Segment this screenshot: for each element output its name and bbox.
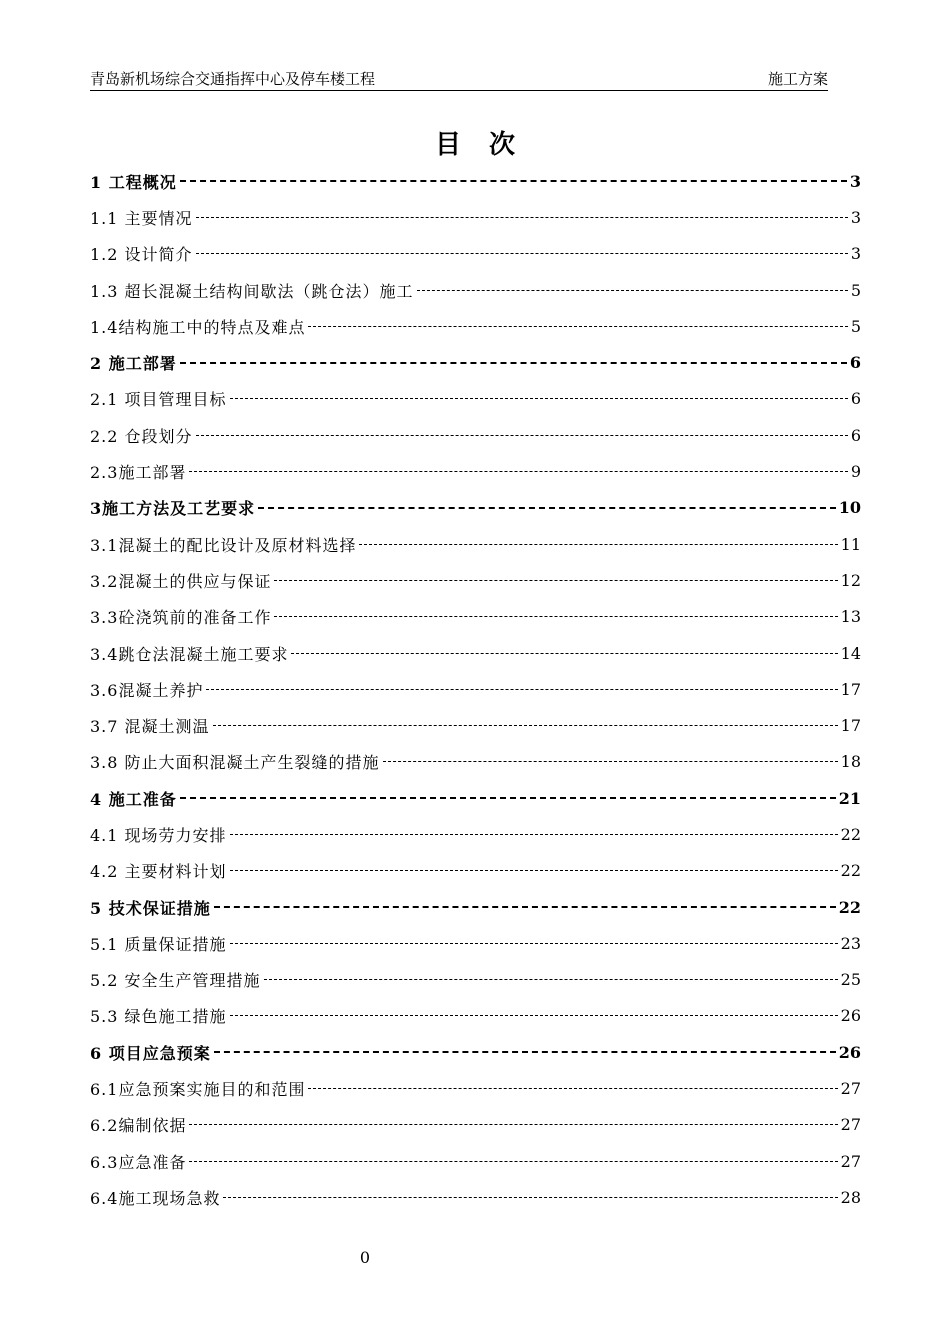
toc-entry-page: 22	[840, 824, 861, 844]
toc-entry-label: 4.2 主要材料计划	[90, 862, 227, 882]
page-header	[90, 66, 828, 91]
toc-section-entry[interactable]	[90, 308, 861, 344]
toc-entry-page: 6	[850, 389, 861, 409]
toc-entry-label: 3.2混凝土的供应与保证	[90, 571, 272, 591]
toc-entry-label: 6.3应急准备	[90, 1152, 187, 1172]
toc-entry-label: 3.7 混凝土测温	[90, 717, 210, 737]
toc-entry-page: 26	[838, 1042, 861, 1062]
toc-leader-line	[180, 180, 847, 182]
toc-leader-line	[213, 725, 838, 726]
toc-section-entry[interactable]	[90, 526, 861, 562]
toc-chapter-entry[interactable]	[90, 1034, 861, 1070]
toc-section-entry[interactable]	[90, 853, 861, 889]
toc-leader-line	[189, 1124, 837, 1125]
toc-section-entry[interactable]	[90, 1107, 861, 1143]
toc-entry-page: 23	[840, 933, 861, 953]
toc-chapter-entry[interactable]	[90, 490, 861, 526]
toc-section-entry[interactable]	[90, 272, 861, 308]
toc-leader-line	[230, 943, 838, 944]
toc-entry-page: 5	[850, 316, 861, 336]
toc-section-entry[interactable]	[90, 962, 861, 998]
toc-section-entry[interactable]	[90, 1143, 861, 1179]
toc-section-entry[interactable]	[90, 236, 861, 272]
toc-entry-label: 3施工方法及工艺要求	[90, 499, 256, 519]
toc-chapter-entry[interactable]	[90, 889, 861, 925]
toc-section-entry[interactable]	[90, 816, 861, 852]
toc-section-entry[interactable]	[90, 599, 861, 635]
toc-leader-line	[359, 544, 837, 545]
toc-entry-label: 5.2 安全生产管理措施	[90, 971, 261, 991]
toc-entry-label: 3.6混凝土养护	[90, 680, 204, 700]
toc-entry-page: 10	[838, 498, 861, 518]
toc-entry-label: 1.3 超长混凝土结构间歇法（跳仓法）施工	[90, 281, 414, 301]
toc-leader-line	[308, 1088, 837, 1089]
toc-entry-label: 2.2 仓段划分	[90, 426, 193, 446]
toc-entry-page: 21	[838, 788, 861, 808]
toc-chapter-entry[interactable]	[90, 780, 861, 816]
toc-entry-label: 1.4结构施工中的特点及难点	[90, 317, 306, 337]
toc-entry-label: 3.4跳仓法混凝土施工要求	[90, 644, 289, 664]
toc-leader-line	[180, 797, 836, 799]
toc-entry-page: 17	[840, 679, 861, 699]
toc-entry-page: 11	[840, 534, 861, 554]
toc-entry-label: 2.3施工部署	[90, 463, 187, 483]
header-doc-type: 施工方案	[767, 70, 828, 88]
toc-entry-page: 28	[840, 1187, 861, 1207]
toc-leader-line	[264, 979, 838, 980]
toc-entry-page: 6	[849, 353, 861, 373]
toc-entry-label: 5 技术保证措施	[90, 898, 211, 918]
toc-entry-page: 22	[840, 861, 861, 881]
toc-entry-label: 5.1 质量保证措施	[90, 934, 227, 954]
toc-leader-line	[417, 290, 848, 291]
toc-entry-page: 27	[840, 1079, 861, 1099]
toc-entry-label: 4 施工准备	[90, 789, 177, 809]
toc-leader-line	[308, 326, 847, 327]
toc-leader-line	[258, 507, 836, 509]
toc-section-entry[interactable]	[90, 707, 861, 743]
toc-leader-line	[230, 398, 848, 399]
toc-entry-page: 3	[849, 171, 861, 191]
toc-entry-label: 3.1混凝土的配比设计及原材料选择	[90, 535, 357, 555]
toc-entry-label: 3.8 防止大面积混凝土产生裂缝的措施	[90, 753, 380, 773]
toc-leader-line	[274, 616, 837, 617]
toc-leader-line	[196, 435, 848, 436]
toc-entry-label: 6.2编制依据	[90, 1116, 187, 1136]
toc-leader-line	[206, 689, 837, 690]
table-of-contents	[90, 163, 861, 1216]
toc-leader-line	[214, 1051, 836, 1053]
toc-entry-page: 3	[850, 207, 861, 227]
toc-entry-label: 1.1 主要情况	[90, 208, 193, 228]
toc-entry-page: 14	[840, 643, 861, 663]
toc-leader-line	[383, 761, 838, 762]
toc-chapter-entry[interactable]	[90, 163, 861, 199]
toc-entry-page: 27	[840, 1151, 861, 1171]
toc-leader-line	[223, 1197, 837, 1198]
toc-entry-label: 6.1应急预案实施目的和范围	[90, 1080, 306, 1100]
toc-section-entry[interactable]	[90, 925, 861, 961]
toc-section-entry[interactable]	[90, 199, 861, 235]
toc-entry-page: 6	[850, 425, 861, 445]
toc-entry-label: 4.1 现场劳力安排	[90, 825, 227, 845]
toc-entry-label: 2 施工部署	[90, 354, 177, 374]
toc-leader-line	[230, 870, 838, 871]
toc-section-entry[interactable]	[90, 1179, 861, 1215]
toc-entry-page: 13	[840, 607, 861, 627]
toc-entry-label: 1.2 设计简介	[90, 245, 193, 265]
toc-entry-page: 18	[840, 752, 861, 772]
toc-section-entry[interactable]	[90, 1070, 861, 1106]
toc-entry-page: 9	[850, 462, 861, 482]
toc-leader-line	[274, 580, 837, 581]
toc-leader-line	[214, 906, 836, 908]
toc-leader-line	[196, 253, 848, 254]
toc-entry-page: 12	[840, 570, 861, 590]
toc-section-entry[interactable]	[90, 635, 861, 671]
toc-entry-label: 1 工程概况	[90, 172, 177, 192]
toc-entry-label: 5.3 绿色施工措施	[90, 1007, 227, 1027]
toc-entry-page: 22	[838, 897, 861, 917]
toc-chapter-entry[interactable]	[90, 344, 861, 380]
toc-section-entry[interactable]	[90, 562, 861, 598]
toc-leader-line	[189, 1161, 837, 1162]
toc-entry-page: 3	[850, 244, 861, 264]
toc-section-entry[interactable]	[90, 744, 861, 780]
toc-entry-page: 5	[850, 280, 861, 300]
toc-title: 目次	[434, 130, 543, 160]
toc-section-entry[interactable]	[90, 671, 861, 707]
toc-entry-page: 17	[840, 716, 861, 736]
toc-entry-page: 27	[840, 1115, 861, 1135]
toc-leader-line	[291, 653, 837, 654]
toc-leader-line	[230, 834, 838, 835]
toc-entry-page: 25	[840, 970, 861, 990]
toc-section-entry[interactable]	[90, 998, 861, 1034]
toc-entry-label: 2.1 项目管理目标	[90, 390, 227, 410]
toc-entry-label: 6.4施工现场急救	[90, 1188, 221, 1208]
toc-section-entry[interactable]	[90, 417, 861, 453]
toc-leader-line	[196, 217, 848, 218]
toc-entry-label: 6 项目应急预案	[90, 1043, 211, 1063]
toc-entry-label: 3.3砼浇筑前的准备工作	[90, 608, 272, 628]
toc-leader-line	[180, 362, 847, 364]
toc-leader-line	[230, 1015, 838, 1016]
toc-entry-page: 26	[840, 1006, 861, 1026]
page-number: 0	[359, 1248, 371, 1267]
toc-leader-line	[189, 471, 847, 472]
toc-section-entry[interactable]	[90, 381, 861, 417]
toc-section-entry[interactable]	[90, 453, 861, 489]
header-project-name: 青岛新机场综合交通指挥中心及停车楼工程	[90, 70, 376, 88]
